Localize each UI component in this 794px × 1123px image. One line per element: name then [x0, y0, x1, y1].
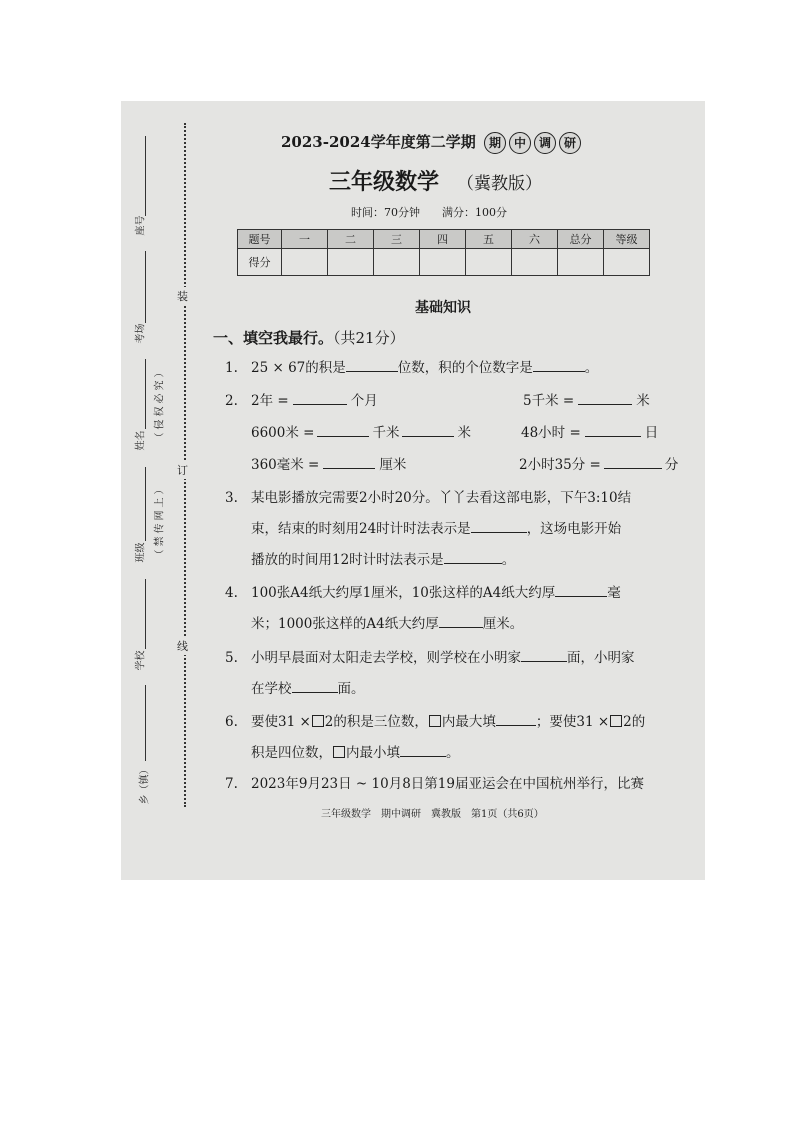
question-number: 3. [225, 490, 238, 506]
school-label: 学校 [135, 650, 147, 671]
digit-box [333, 746, 345, 758]
answer-blank[interactable] [471, 518, 527, 533]
question-text: 2小时35分 = [519, 457, 601, 473]
answer-blank[interactable] [578, 390, 632, 405]
question-text: 束，结束的时刻用24时计时法表示是 [251, 521, 471, 537]
badge-char: 研 [559, 132, 581, 154]
score-cell[interactable] [466, 249, 512, 276]
score-cell[interactable] [282, 249, 328, 276]
question-text: 厘米 [379, 457, 407, 473]
exam-paper-photo [121, 101, 705, 880]
answer-blank[interactable] [585, 422, 641, 437]
question-7 [225, 769, 644, 800]
question-2 [225, 386, 378, 417]
answer-blank[interactable] [317, 422, 369, 437]
score-table [237, 229, 650, 276]
score-header-cell: 六 [512, 230, 558, 249]
question-3 [225, 483, 631, 514]
part1-title [213, 327, 405, 348]
question-text: 日 [644, 425, 659, 441]
answer-blank[interactable] [293, 390, 347, 405]
question-2-part [519, 450, 678, 481]
question-text: 2023年9月23日 ~ 10月8日第19届亚运会在中国杭州举行，比赛 [251, 776, 644, 792]
badge-char: 调 [534, 132, 556, 154]
score-cell[interactable] [328, 249, 374, 276]
question-text: 2的积是三位数， [324, 714, 428, 730]
seat-number-label: 座号 [135, 215, 147, 236]
question-3-line3 [251, 545, 515, 576]
question-3-line2 [251, 514, 621, 545]
question-text: 米 [457, 425, 471, 441]
score-table-score-row [238, 249, 650, 276]
question-4-line2 [251, 609, 523, 640]
question-text: 分 [664, 457, 679, 473]
question-number: 6. [225, 714, 238, 730]
score-header-cell: 一 [282, 230, 328, 249]
answer-blank[interactable] [604, 454, 662, 469]
question-2-row3 [251, 450, 406, 481]
township-line [145, 685, 146, 761]
seal-char-bind: 装 [177, 287, 188, 305]
question-text: 要使31 × [251, 714, 311, 730]
question-text: 毫 [607, 585, 621, 601]
question-text: 2的 [623, 714, 646, 730]
digit-box [312, 715, 324, 727]
question-text: ，这场电影开始 [526, 521, 622, 537]
answer-blank[interactable] [292, 678, 338, 693]
subject-name: 三年级数学 [329, 169, 440, 195]
part1-heading: 一、填空我最行。 [213, 329, 334, 347]
answer-blank[interactable] [521, 647, 567, 662]
question-text: 25 × 67的积是 [251, 360, 346, 376]
answer-blank[interactable] [323, 454, 375, 469]
edition-label: （冀教版） [457, 174, 543, 194]
answer-blank[interactable] [444, 549, 502, 564]
seat-number-line [145, 136, 146, 216]
full-score: 满分：100分 [442, 206, 507, 219]
question-5-line2 [251, 674, 365, 705]
score-row-label: 得分 [238, 249, 282, 276]
question-text: 某电影播放完需要2小时20分。丫丫去看这部电影，下午3:10结 [251, 490, 632, 506]
exam-room-label: 考场 [135, 323, 147, 344]
question-2-part [523, 386, 650, 417]
answer-blank[interactable] [346, 357, 398, 372]
question-text: 面。 [337, 681, 365, 697]
question-text: 内最小填 [346, 745, 400, 761]
question-text: 在学校 [251, 681, 292, 697]
exam-room-line [145, 251, 146, 323]
page-footer: 三年级数学 期中调研 冀教版 第1页（共6页） [321, 809, 544, 820]
badge-char: 中 [509, 132, 531, 154]
question-text: 积是四位数， [251, 745, 332, 761]
question-text: 米；1000张这样的A4纸大约厚 [251, 616, 439, 632]
exam-term-title [281, 131, 581, 154]
question-2-part [521, 418, 658, 449]
score-header-cell: 三 [374, 230, 420, 249]
score-table-header-row [238, 230, 650, 249]
question-number: 1. [225, 360, 238, 376]
question-text: 小明早晨面对太阳走去学校，则学校在小明家 [251, 650, 521, 666]
score-cell[interactable] [558, 249, 604, 276]
question-text: 2年 = [251, 393, 289, 409]
question-text: 播放的时间用12时计时法表示是 [251, 552, 444, 568]
score-cell[interactable] [512, 249, 558, 276]
question-5 [225, 643, 635, 674]
answer-blank[interactable] [400, 742, 446, 757]
township-label: 乡（镇） [139, 764, 151, 805]
score-header-cell: 等级 [604, 230, 650, 249]
seal-char-line: 线 [177, 637, 188, 655]
question-number: 5. [225, 650, 238, 666]
year-term: 2023-2024学年度第二学期 [281, 133, 476, 151]
question-text: 个月 [350, 393, 378, 409]
binding-margin [121, 101, 201, 880]
subject-title [329, 165, 542, 196]
school-line [145, 579, 146, 649]
question-text: 48小时 = [521, 425, 581, 441]
badge-char: 期 [484, 132, 506, 154]
answer-blank[interactable] [439, 613, 483, 628]
seal-char-staple: 订 [177, 461, 188, 479]
no-online-notice: （禁传网上） [154, 481, 166, 560]
question-number: 7. [225, 776, 238, 792]
score-header-cell: 题号 [238, 230, 282, 249]
question-text: 。 [501, 552, 516, 568]
answer-blank[interactable] [496, 711, 536, 726]
copyright-notice: （侵权必究） [154, 364, 166, 443]
part1-points: （共21分） [333, 329, 405, 347]
time-limit: 时间：70分钟 [351, 206, 420, 219]
question-number: 2. [225, 393, 238, 409]
question-text: 千米 [372, 425, 400, 441]
question-text: 5千米 = [523, 393, 575, 409]
question-4 [225, 578, 621, 609]
question-text: 厘米。 [482, 616, 524, 632]
question-text: 100张A4纸大约厚1厘米，10张这样的A4纸大约厚 [251, 585, 556, 601]
question-text: 。 [446, 745, 460, 761]
answer-blank[interactable] [402, 422, 454, 437]
question-1 [225, 353, 598, 384]
question-number: 4. [225, 585, 238, 601]
answer-blank[interactable] [533, 357, 585, 372]
name-line [145, 359, 146, 429]
question-text: 6600米 = [251, 425, 315, 441]
question-text: 面，小明家 [567, 650, 635, 666]
name-label: 姓名 [135, 430, 147, 451]
question-6 [225, 707, 645, 738]
score-header-cell: 二 [328, 230, 374, 249]
score-header-cell: 四 [420, 230, 466, 249]
exam-meta [351, 204, 529, 220]
score-header-cell: 五 [466, 230, 512, 249]
question-text: 位数，积的个位数字是 [397, 360, 533, 376]
score-header-cell: 总分 [558, 230, 604, 249]
score-cell[interactable] [420, 249, 466, 276]
question-2-row2 [251, 418, 471, 449]
score-cell[interactable] [604, 249, 650, 276]
digit-box [610, 715, 622, 727]
score-cell[interactable] [374, 249, 420, 276]
class-label: 班级 [135, 542, 147, 563]
question-text: ；要使31 × [535, 714, 610, 730]
class-line [145, 467, 146, 541]
question-text: 。 [584, 360, 599, 376]
digit-box [429, 715, 441, 727]
answer-blank[interactable] [555, 582, 607, 597]
question-text: 360毫米 = [251, 457, 320, 473]
question-text: 米 [636, 393, 650, 409]
question-text: 内最大填 [441, 714, 496, 730]
section-title: 基础知识 [415, 300, 471, 316]
question-6-line2 [251, 738, 460, 769]
